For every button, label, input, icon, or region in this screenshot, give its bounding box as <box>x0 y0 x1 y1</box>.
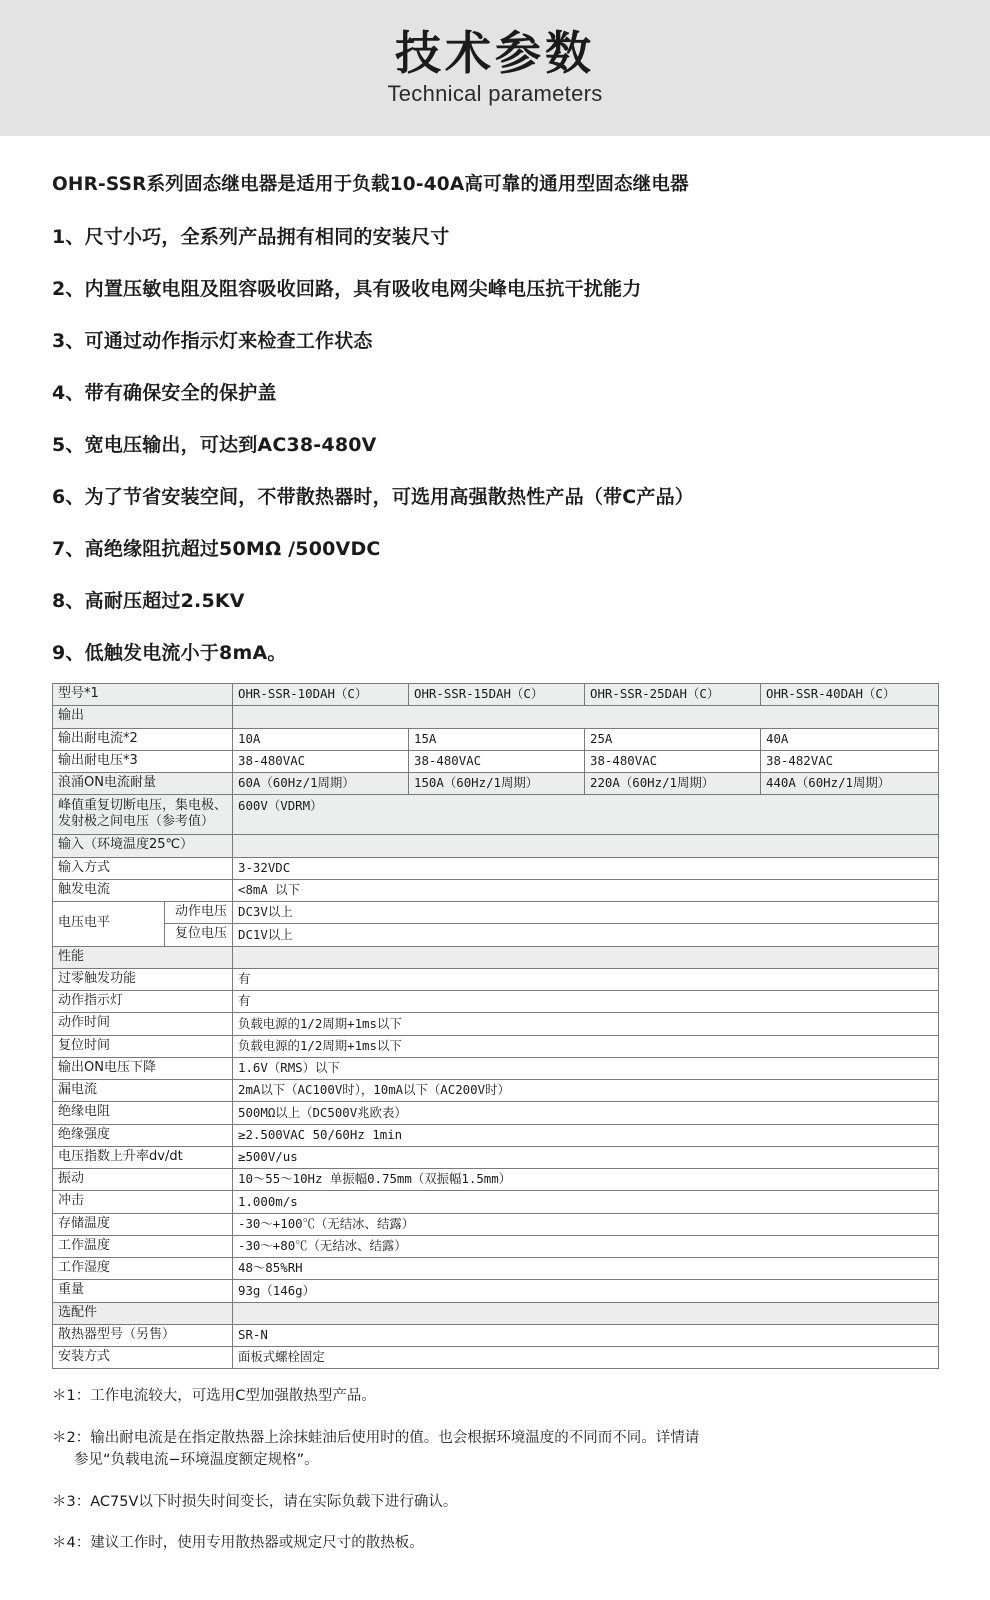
row-value: DC1V以上 <box>233 924 939 946</box>
footnote-index: ＊2： <box>52 1429 91 1446</box>
page-subtitle: Technical parameters <box>387 81 603 107</box>
table-row <box>53 750 939 772</box>
row-value: 1.6V（RMS）以下 <box>233 1057 939 1079</box>
spec-table <box>52 683 939 1369</box>
section-input-blank <box>233 835 939 857</box>
table-row <box>53 879 939 901</box>
row-label: 工作湿度 <box>53 1258 233 1280</box>
row-label: 电压指数上升率dv/dt <box>53 1146 233 1168</box>
row-label: 峰值重复切断电压，集电极、发射极之间电压（参考值） <box>53 795 233 835</box>
row-value: 负载电源的1/2周期+1ms以下 <box>233 1035 939 1057</box>
feature-item: 2、内置压敏电阻及阻容吸收回路，具有吸收电网尖峰电压抗干扰能力 <box>52 278 642 300</box>
footnote-text: AC75V以下时损失时间变长，请在实际负载下进行确认。 <box>90 1493 458 1510</box>
row-label: 漏电流 <box>53 1080 233 1102</box>
row-value: SR-N <box>233 1324 939 1346</box>
feature-item: 9、低触发电流小于8mA。 <box>52 642 287 664</box>
table-row <box>53 924 939 946</box>
row-value: 40A <box>761 728 939 750</box>
table-row-section-performance <box>53 946 939 968</box>
row-value: 150A（60Hz/1周期） <box>409 773 585 795</box>
section-performance-label: 性能 <box>53 946 233 968</box>
table-row <box>53 795 939 835</box>
row-label: 输出耐电压*3 <box>53 750 233 772</box>
row-label: 电压电平 <box>53 902 165 947</box>
page-title: 技术参数 <box>395 25 595 80</box>
spec-table-wrapper <box>0 683 990 1369</box>
feature-item: 8、高耐压超过2.5KV <box>52 590 245 612</box>
section-options-blank <box>233 1302 939 1324</box>
footnote-index: ＊1： <box>52 1388 91 1405</box>
row-value: DC3V以上 <box>233 902 939 924</box>
table-row <box>53 968 939 990</box>
sub-row-label: 复位电压 <box>165 924 233 946</box>
row-label: 安装方式 <box>53 1347 233 1369</box>
table-row <box>53 1057 939 1079</box>
row-label: 复位时间 <box>53 1035 233 1057</box>
feature-item: 1、尺寸小巧，全系列产品拥有相同的安装尺寸 <box>52 226 450 248</box>
footnote-item <box>52 1427 938 1472</box>
row-value: 38-482VAC <box>761 750 939 772</box>
row-label: 散热器型号（另售） <box>53 1324 233 1346</box>
feature-item: 4、带有确保安全的保护盖 <box>52 382 277 404</box>
row-value: 500MΩ以上（DC500V兆欧表） <box>233 1102 939 1124</box>
page-banner <box>0 0 990 136</box>
row-value: 面板式螺栓固定 <box>233 1347 939 1369</box>
table-row <box>53 991 939 1013</box>
footnote-item <box>52 1532 938 1554</box>
row-value: 38-480VAC <box>409 750 585 772</box>
table-row-header <box>53 684 939 706</box>
feature-item: 7、高绝缘阻抗超过50MΩ /500VDC <box>52 538 381 560</box>
feature-item: 3、可通过动作指示灯来检查工作状态 <box>52 330 373 352</box>
table-row <box>53 728 939 750</box>
footnote-text-continued: 参见“负载电流−环境温度额定规格”。 <box>74 1452 319 1469</box>
feature-item: 6、为了节省安装空间，不带散热器时，可选用高强散热性产品（带C产品） <box>52 486 694 508</box>
row-label: 存储温度 <box>53 1213 233 1235</box>
model-2: OHR-SSR-15DAH（C） <box>409 684 585 706</box>
table-row <box>53 1102 939 1124</box>
row-value: 有 <box>233 991 939 1013</box>
row-value: 1.000m/s <box>233 1191 939 1213</box>
features-section <box>0 136 990 665</box>
row-value: 25A <box>585 728 761 750</box>
footnote-text: 建议工作时，使用专用散热器或规定尺寸的散热板。 <box>90 1535 424 1552</box>
table-row-section-output <box>53 706 939 728</box>
row-label: 触发电流 <box>53 879 233 901</box>
row-value: 15A <box>409 728 585 750</box>
table-row <box>53 1080 939 1102</box>
row-value: 10A <box>233 728 409 750</box>
section-performance-blank <box>233 946 939 968</box>
table-row <box>53 1191 939 1213</box>
table-row <box>53 1258 939 1280</box>
row-value: -30〜+100℃（无结冰、结露） <box>233 1213 939 1235</box>
row-value: 220A（60Hz/1周期） <box>585 773 761 795</box>
footnote-index: ＊3： <box>52 1493 91 1510</box>
table-row <box>53 902 939 924</box>
footnote-item <box>52 1385 938 1407</box>
section-input-label: 输入（环境温度25℃） <box>53 835 233 857</box>
row-value: 38-480VAC <box>585 750 761 772</box>
table-row <box>53 1146 939 1168</box>
section-options-label: 选配件 <box>53 1302 233 1324</box>
table-row <box>53 773 939 795</box>
row-label: 动作时间 <box>53 1013 233 1035</box>
row-value: 38-480VAC <box>233 750 409 772</box>
footnote-text: 输出耐电流是在指定散热器上涂抹蛙油后使用时的值。也会根据环境温度的不同而不同。详情请 <box>90 1429 700 1446</box>
row-value: 48〜85%RH <box>233 1258 939 1280</box>
section-output-blank <box>233 706 939 728</box>
row-label: 振动 <box>53 1169 233 1191</box>
model-4: OHR-SSR-40DAH（C） <box>761 684 939 706</box>
row-value: -30〜+80℃（无结冰、结露） <box>233 1235 939 1257</box>
table-row <box>53 857 939 879</box>
row-label: 输出ON电压下降 <box>53 1057 233 1079</box>
feature-item: 5、宽电压输出，可达到AC38-480V <box>52 434 377 456</box>
footnotes-section <box>0 1369 990 1599</box>
row-value: 有 <box>233 968 939 990</box>
row-label: 绝缘电阻 <box>53 1102 233 1124</box>
row-value: 600V（VDRM） <box>233 795 939 835</box>
table-row <box>53 1013 939 1035</box>
table-row <box>53 1213 939 1235</box>
row-value: 负载电源的1/2周期+1ms以下 <box>233 1013 939 1035</box>
row-label: 工作温度 <box>53 1235 233 1257</box>
table-row <box>53 1347 939 1369</box>
footnote-index: ＊4： <box>52 1535 91 1552</box>
row-value: 440A（60Hz/1周期） <box>761 773 939 795</box>
row-label: 输入方式 <box>53 857 233 879</box>
model-3: OHR-SSR-25DAH（C） <box>585 684 761 706</box>
table-row-section-options <box>53 1302 939 1324</box>
footnote-item <box>52 1491 938 1513</box>
section-output-label: 输出 <box>53 706 233 728</box>
table-row <box>53 1324 939 1346</box>
row-value: <8mA 以下 <box>233 879 939 901</box>
row-value: 3-32VDC <box>233 857 939 879</box>
row-value: 2mA以下（AC100V时），10mA以下（AC200V时） <box>233 1080 939 1102</box>
row-label: 绝缘强度 <box>53 1124 233 1146</box>
row-label: 过零触发功能 <box>53 968 233 990</box>
table-row <box>53 1124 939 1146</box>
row-label: 输出耐电流*2 <box>53 728 233 750</box>
table-row-section-input <box>53 835 939 857</box>
model-label: 型号*1 <box>53 684 233 706</box>
table-row <box>53 1035 939 1057</box>
sub-row-label: 动作电压 <box>165 902 233 924</box>
table-row <box>53 1235 939 1257</box>
row-label: 冲击 <box>53 1191 233 1213</box>
footnote-text: 工作电流较大，可选用C型加强散热型产品。 <box>90 1388 376 1405</box>
row-value: 60A（60Hz/1周期） <box>233 773 409 795</box>
table-row <box>53 1169 939 1191</box>
row-value: 93g（146g） <box>233 1280 939 1302</box>
row-label: 浪涌ON电流耐量 <box>53 773 233 795</box>
row-value: ≥500V/us <box>233 1146 939 1168</box>
table-row <box>53 1280 939 1302</box>
row-value: 10〜55〜10Hz 单振幅0.75mm（双振幅1.5mm） <box>233 1169 939 1191</box>
intro-paragraph: OHR-SSR系列固态继电器是适用于负载10-40A高可靠的通用型固态继电器 <box>52 174 689 195</box>
row-label: 动作指示灯 <box>53 991 233 1013</box>
model-1: OHR-SSR-10DAH（C） <box>233 684 409 706</box>
row-value: ≥2.500VAC 50/60Hz 1min <box>233 1124 939 1146</box>
row-label: 重量 <box>53 1280 233 1302</box>
